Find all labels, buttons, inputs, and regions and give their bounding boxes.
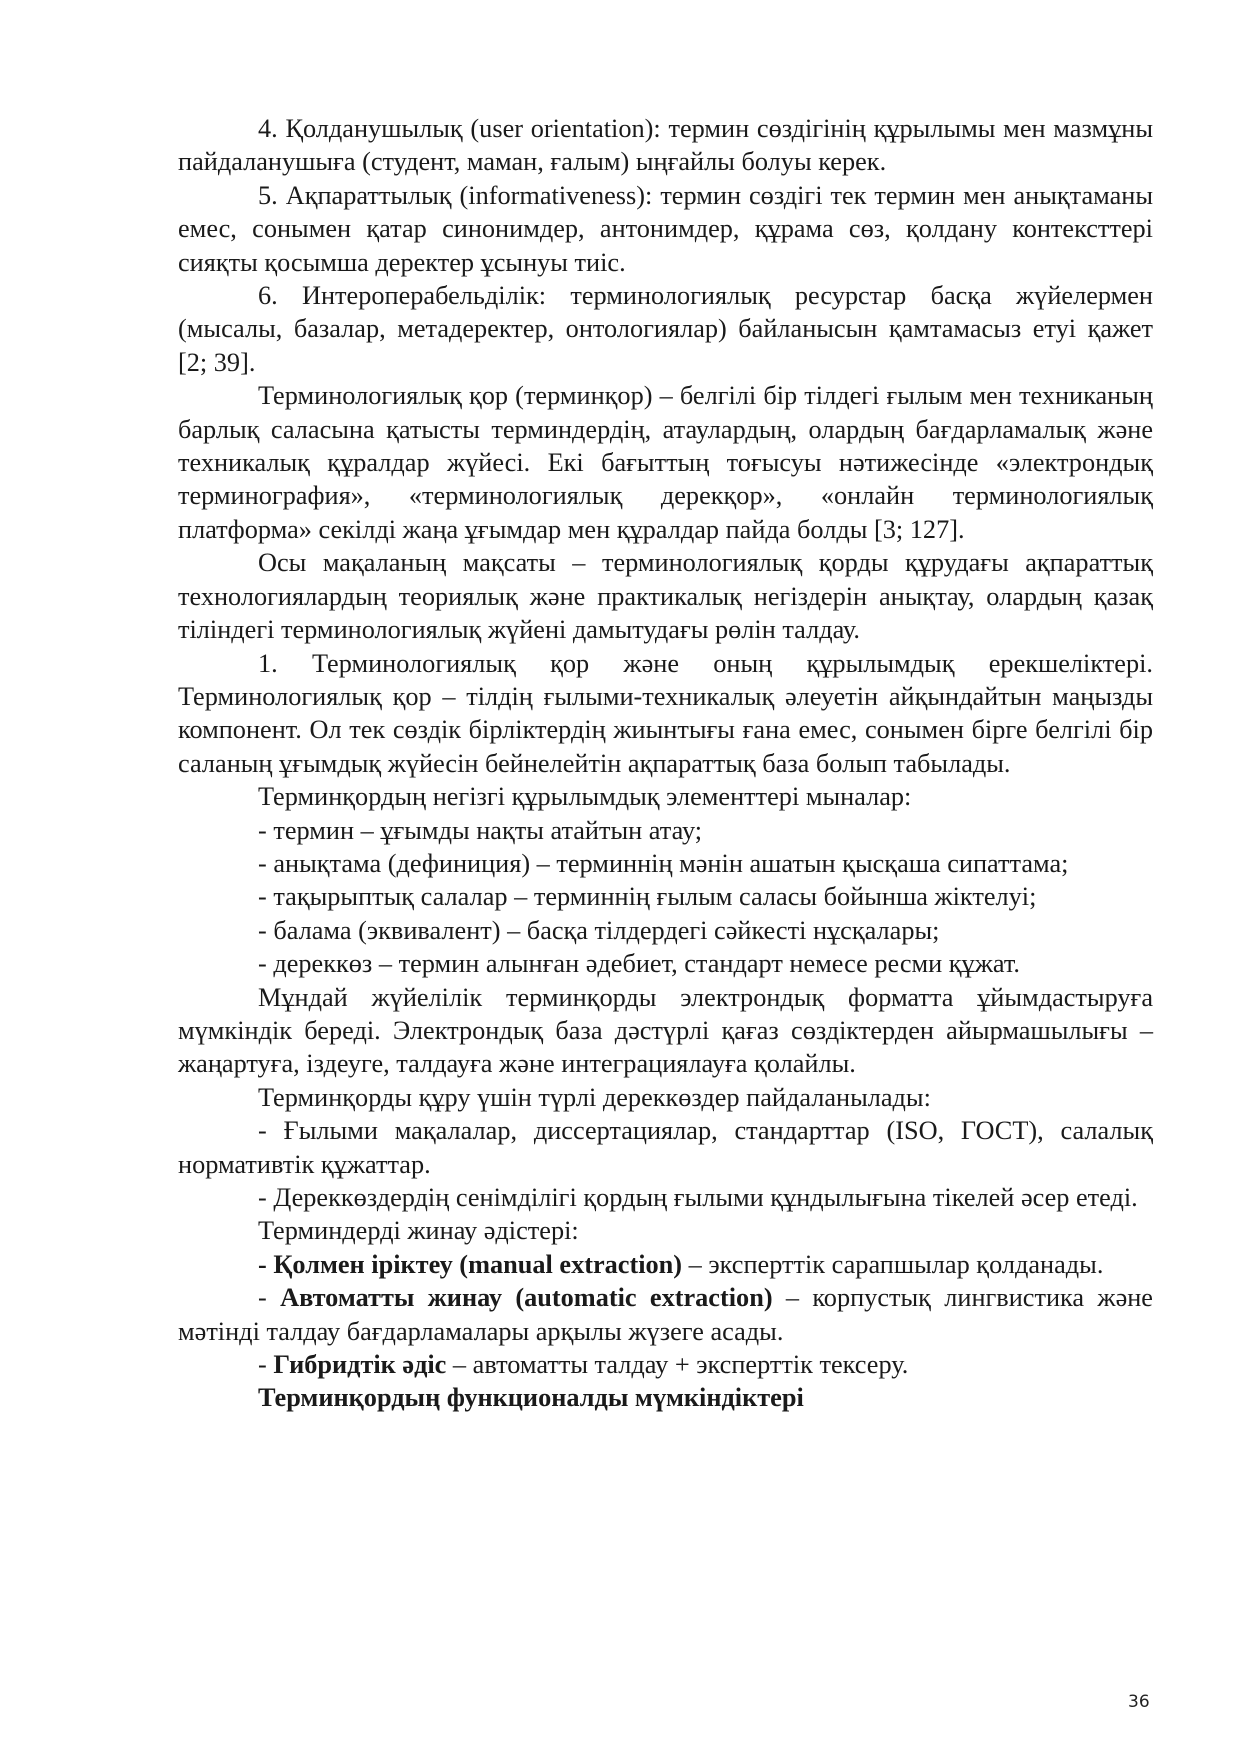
list-item: - термин – ұғымды нақты атайтын атау;: [258, 815, 703, 845]
paragraph-terminological-fund: Терминологиялық қор (терминқор) – белгілі бір тілдегі ғылым мен техниканың барлық саласына қатысты терминдердің, атаулардың, олардың бағдарламалық және техникалық құралдар жүйесі. Екі бағыттың тоғысуы нәтижесінде «электрондық терминография», «терминологиялық дерекқор», «онлайн терминологиялық платформа» секілді жаңа ұғымдар мен құралдар пайда болды [3; 127].: [178, 381, 1153, 544]
paragraph-elements-intro: Терминқордың негізгі құрылымдық элементтері мыналар:: [258, 782, 912, 812]
paragraph-systematicity: Мұндай жүйелілік терминқорды электрондық форматта ұйымдастыруға мүмкіндік береді. Электрондық база дәстүрлі қағаз сөздіктерден айырмашылығы – жаңартуға, іздеуге, талдауға және интеграциялауға қолайлы.: [178, 982, 1153, 1079]
paragraph-sources-list: - Ғылыми мақалалар, диссертациялар, стандарттар (ISO, ГОСТ), салалық нормативтік құжаттар.: [178, 1116, 1153, 1179]
method-hybrid-desc: – автоматты талдау + эксперттік тексеру.: [446, 1350, 909, 1380]
document-body: [178, 112, 1153, 1415]
method-hybrid-prefix: -: [258, 1350, 274, 1380]
list-item: - дереккөз – термин алынған әдебиет, стандарт немесе ресми құжат.: [258, 949, 1020, 979]
paragraph-informativeness: 5. Ақпараттылық (informativeness): термин сөздігі тек термин мен анықтаманы емес, сонымен қатар синонимдер, антонимдер, құрама сөз, қолдану контексттері сияқты қосымша деректер ұсынуы тиіс.: [178, 180, 1153, 277]
section-heading-text: Терминқордың функционалды мүмкіндіктері: [258, 1383, 804, 1413]
paragraph-methods-intro: Терминдерді жинау әдістері:: [258, 1216, 579, 1246]
method-hybrid: [178, 1348, 1153, 1381]
paragraph-section-1: 1. Терминологиялық қор және оның құрылымдық ерекшеліктері. Терминологиялық қор – тілдің ғылыми-техникалық әлеуетін айқындайтын маңызды компонент. Ол тек сөздік бірліктердің жиынтығы ғана емес, сонымен бірге белгілі бір саланың ұғымдық жүйесін бейнелейтін ақпараттық база болып табылады.: [178, 648, 1153, 778]
method-automatic: [178, 1281, 1153, 1348]
method-manual-desc: – эксперттік сарапшылар қолданады.: [682, 1249, 1104, 1279]
list-item: - анықтама (дефиниция) – терминнің мәнін ашатын қысқаша сипаттама;: [258, 848, 1069, 878]
page-number: 36: [1128, 1692, 1150, 1712]
method-manual: [178, 1248, 1153, 1281]
list-item: - тақырыптық салалар – терминнің ғылым саласы бойынша жіктелуі;: [258, 882, 1037, 912]
method-automatic-prefix: -: [258, 1283, 281, 1313]
method-hybrid-title: Гибридтік әдіс: [273, 1350, 447, 1380]
list-item: - балама (эквивалент) – басқа тілдердегі сәйкесті нұсқалары;: [258, 915, 940, 945]
method-automatic-desc: – корпустық лингвистика және мәтінді талдау бағдарламалары арқылы жүзеге асады.: [178, 1283, 1153, 1346]
paragraph-article-purpose: Осы мақаланың мақсаты – терминологиялық қорды құрудағы ақпараттық технологиялардың теориялық және практикалық негіздерін анықтау, олардың қазақ тіліндегі терминологиялық жүйені дамытудағы рөлін талдау.: [178, 548, 1153, 645]
section-heading: [178, 1381, 1153, 1414]
paragraph-user-orientation: 4. Қолданушылық (user orientation): термин сөздігінің құрылымы мен мазмұны пайдаланушыға (студент, маман, ғалым) ыңғайлы болуы керек.: [178, 114, 1153, 177]
method-automatic-title: Автоматты жинау (automatic extraction): [280, 1283, 773, 1313]
paragraph-sources-reliability: - Дереккөздердің сенімділігі қордың ғылыми құндылығына тікелей әсер етеді.: [258, 1183, 1138, 1212]
paragraph-interoperability: 6. Интероперабельділік: терминологиялық ресурстар басқа жүйелермен (мысалы, базалар, метадеректер, онтологиялар) байланысын қамтамасыз етуі қажет [2; 39].: [178, 281, 1153, 377]
method-manual-title: - Қолмен іріктеу (manual extraction): [258, 1249, 683, 1279]
paragraph-sources-intro: Терминқорды құру үшін түрлі дереккөздер пайдаланылады:: [258, 1082, 931, 1112]
